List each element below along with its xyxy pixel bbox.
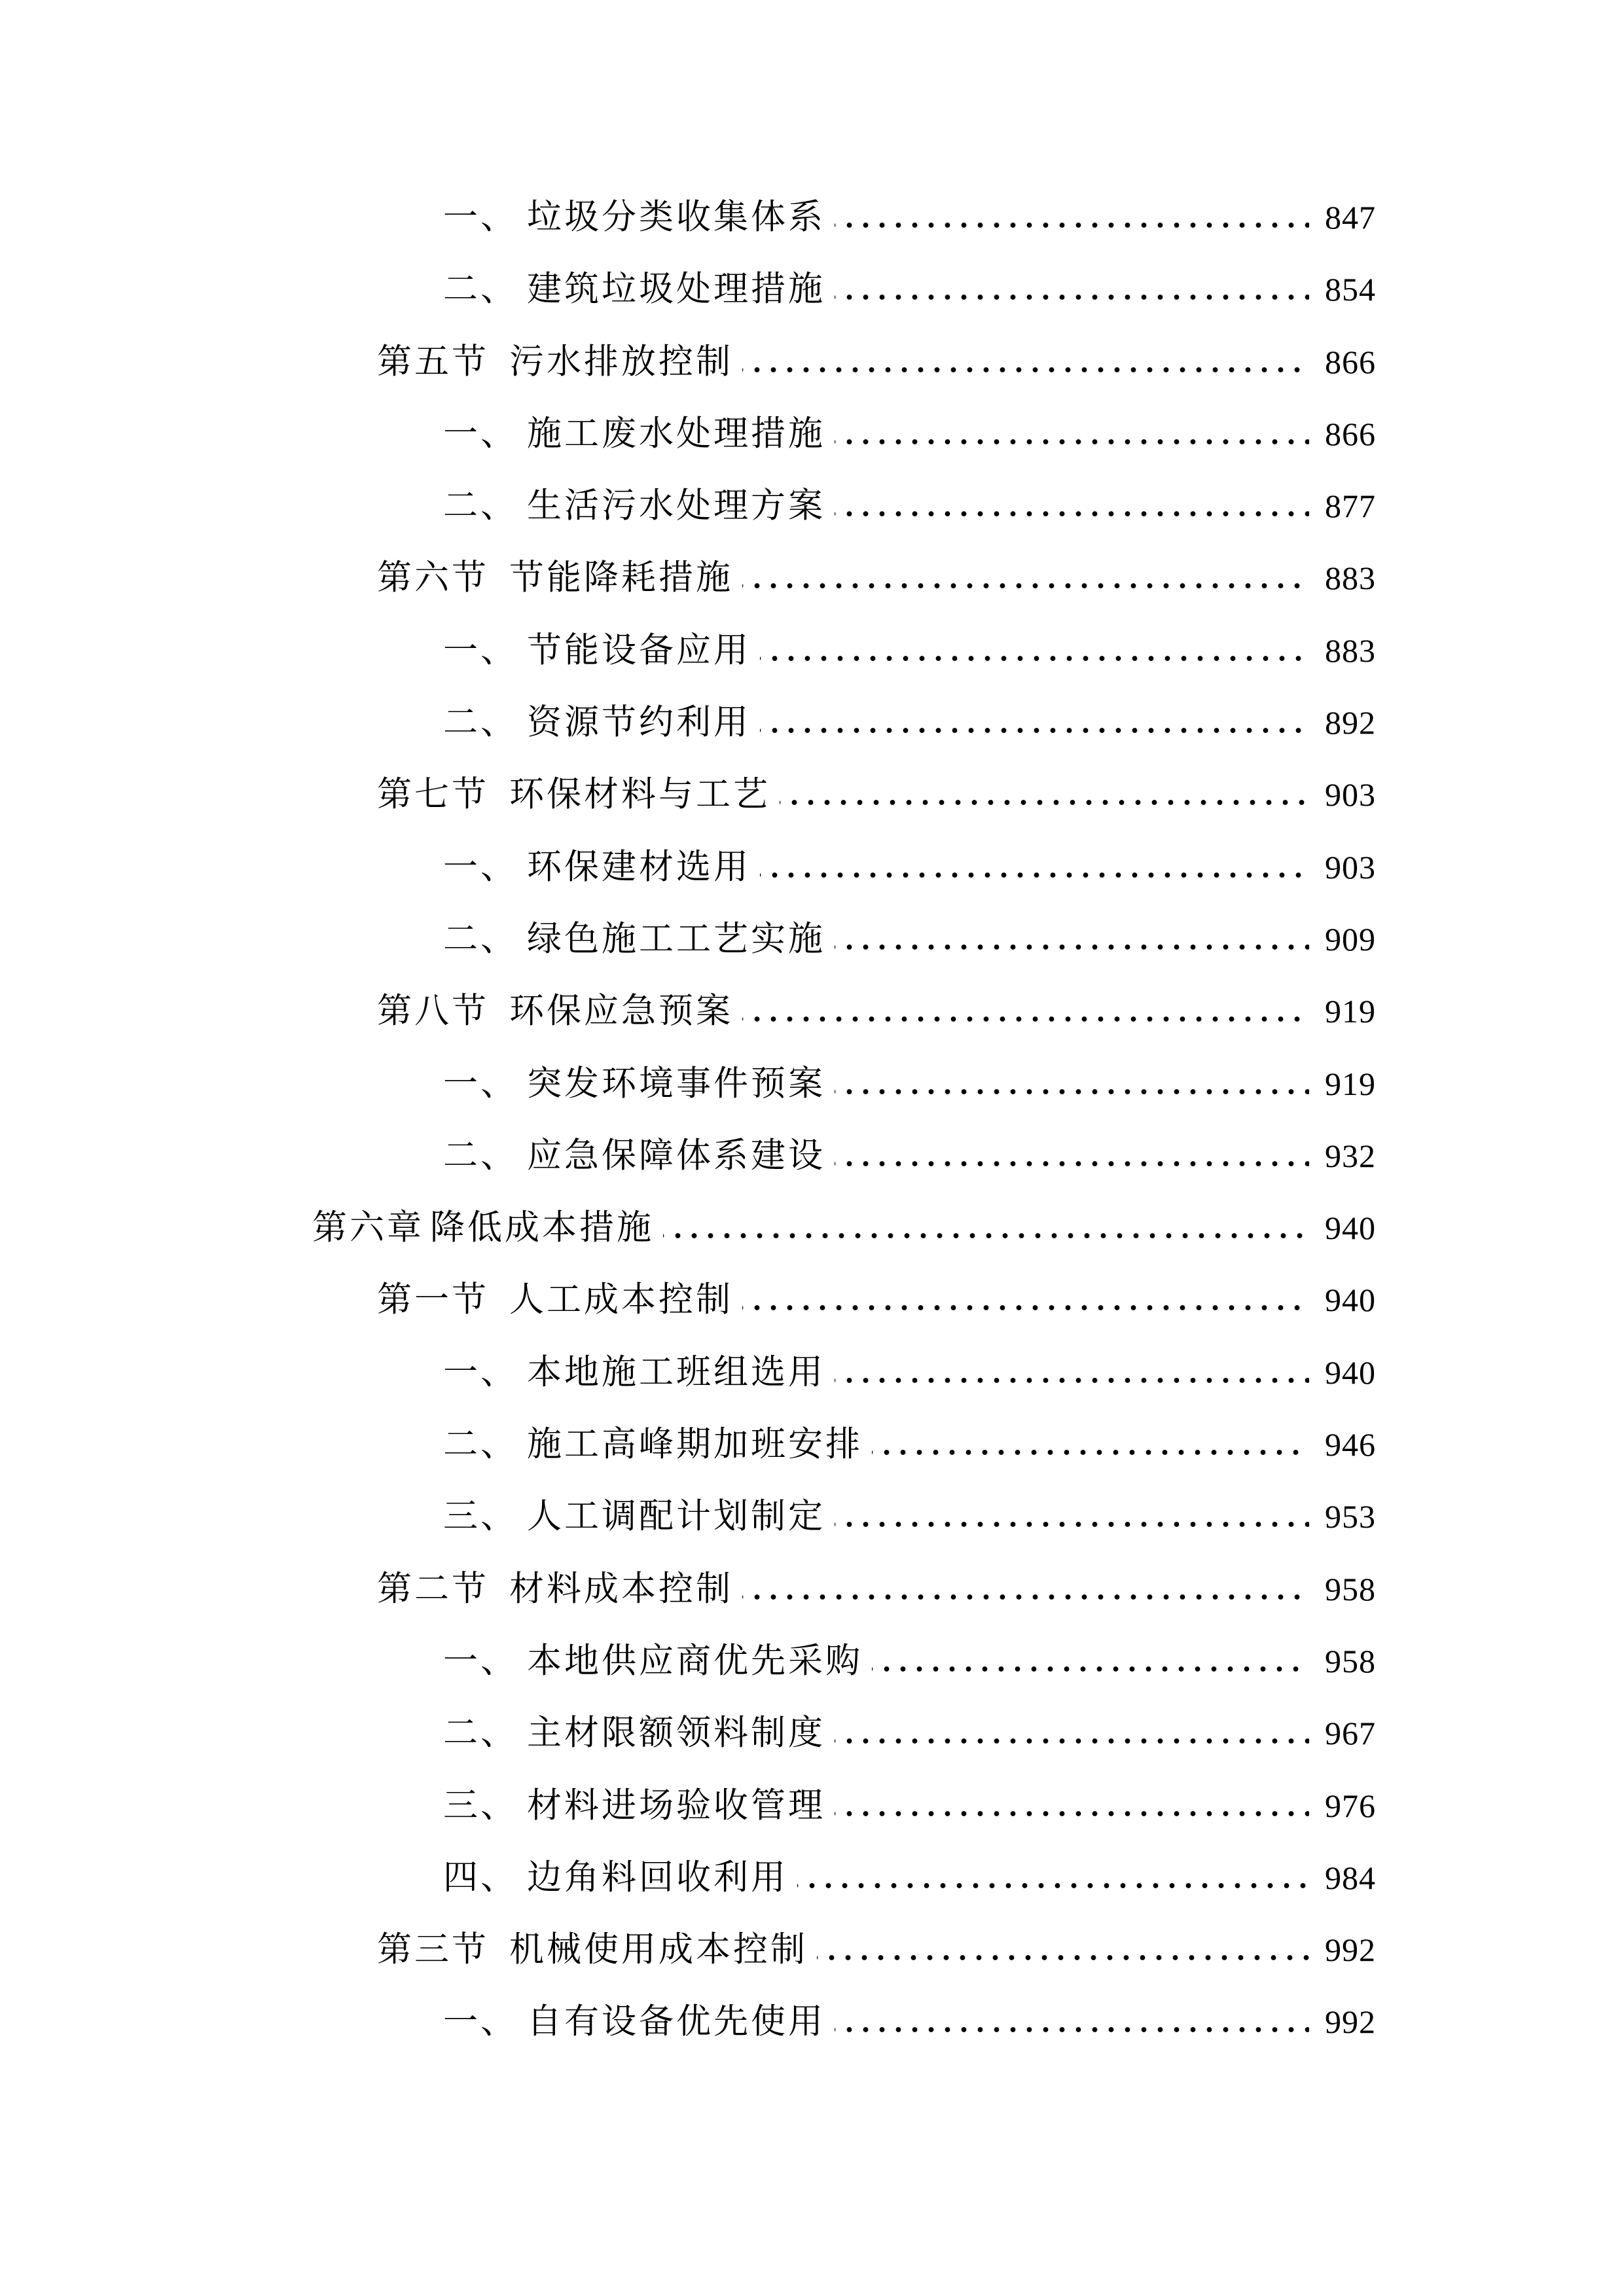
- entry-marker: 二、: [443, 487, 518, 526]
- toc-entry: [0, 1408, 1624, 1480]
- entry-page: 919: [1325, 993, 1376, 1030]
- dot-leader: [742, 542, 1309, 614]
- entry-page: 903: [1325, 848, 1376, 886]
- entry-page: 940: [1325, 1210, 1376, 1247]
- toc-entry: [0, 181, 1624, 253]
- dot-leader: [835, 1480, 1309, 1552]
- toc-entry: [0, 1986, 1624, 2058]
- toc-entry: [0, 326, 1624, 398]
- entry-marker: 第六节: [377, 559, 489, 598]
- dot-leader: [835, 903, 1309, 975]
- toc-entry: [0, 542, 1624, 614]
- toc-entry: [0, 1192, 1624, 1264]
- entry-marker: 三、: [443, 1786, 518, 1825]
- entry-marker: 四、: [443, 1858, 518, 1897]
- entry-marker: 一、: [443, 414, 518, 453]
- entry-marker: 二、: [443, 704, 518, 742]
- dot-leader: [742, 326, 1309, 398]
- toc-entry: [0, 903, 1624, 975]
- toc-entry: [0, 1336, 1624, 1408]
- entry-page: 919: [1325, 1065, 1376, 1102]
- entry-marker: 第六章: [312, 1209, 424, 1247]
- dot-leader: [663, 1192, 1309, 1264]
- toc-entry: [0, 1553, 1624, 1625]
- entry-title: 施工高峰期加班安排: [527, 1426, 863, 1464]
- entry-marker: 一、: [443, 848, 518, 886]
- entry-title: 应急保障体系建设: [527, 1136, 825, 1175]
- dot-leader: [835, 1697, 1309, 1769]
- entry-title: 人工调配计划制定: [527, 1498, 825, 1536]
- toc-entry: [0, 1842, 1624, 1914]
- entry-title: 施工废水处理措施: [527, 414, 825, 453]
- entry-title: 污水排放控制: [509, 342, 733, 381]
- toc-entry: [0, 1480, 1624, 1552]
- toc-entry: [0, 687, 1624, 759]
- entry-page: 992: [1325, 1931, 1376, 1969]
- toc-entry: [0, 253, 1624, 325]
- entry-page: 909: [1325, 920, 1376, 958]
- entry-title: 绿色施工工艺实施: [527, 920, 825, 958]
- toc-entry: [0, 759, 1624, 831]
- dot-leader: [835, 1770, 1309, 1842]
- entry-title: 环保建材选用: [527, 848, 751, 886]
- entry-marker: 第八节: [377, 992, 489, 1031]
- entry-marker: 二、: [443, 920, 518, 958]
- entry-title: 主材限额领料制度: [527, 1714, 825, 1753]
- entry-marker: 第一节: [377, 1281, 489, 1319]
- toc-entry: [0, 615, 1624, 687]
- entry-title: 垃圾分类收集体系: [527, 198, 825, 236]
- entry-marker: 一、: [443, 631, 518, 670]
- entry-page: 932: [1325, 1137, 1376, 1174]
- entry-marker: 二、: [443, 1426, 518, 1464]
- entry-page: 883: [1325, 632, 1376, 669]
- dot-leader: [835, 181, 1309, 253]
- entry-title: 人工成本控制: [509, 1281, 733, 1319]
- entry-title: 降低成本措施: [430, 1209, 654, 1247]
- dot-leader: [760, 687, 1309, 759]
- entry-page: 984: [1325, 1859, 1376, 1896]
- dot-leader: [835, 1986, 1309, 2058]
- dot-leader: [797, 1842, 1309, 1914]
- dot-leader: [742, 1553, 1309, 1625]
- entry-page: 883: [1325, 560, 1376, 597]
- entry-page: 847: [1325, 199, 1376, 236]
- toc-entry: [0, 831, 1624, 903]
- entry-title: 边角料回收利用: [527, 1858, 788, 1897]
- dot-leader: [742, 975, 1309, 1047]
- entry-title: 环保应急预案: [509, 992, 733, 1031]
- toc-entry: [0, 1625, 1624, 1697]
- toc-entry: [0, 975, 1624, 1047]
- toc-entry: [0, 1914, 1624, 1986]
- entry-page: 958: [1325, 1570, 1376, 1607]
- entry-title: 自有设备优先使用: [527, 2003, 825, 2041]
- toc-entry: [0, 1697, 1624, 1769]
- entry-page: 877: [1325, 488, 1376, 525]
- entry-title: 材料成本控制: [509, 1570, 733, 1608]
- entry-title: 突发环境事件预案: [527, 1064, 825, 1103]
- entry-marker: 三、: [443, 1498, 518, 1536]
- entry-marker: 一、: [443, 1641, 518, 1680]
- entry-marker: 二、: [443, 1136, 518, 1175]
- dot-leader: [835, 470, 1309, 542]
- entry-page: 940: [1325, 1354, 1376, 1391]
- entry-page: 953: [1325, 1498, 1376, 1535]
- entry-marker: 第七节: [377, 776, 489, 814]
- dot-leader: [742, 1264, 1309, 1336]
- entry-title: 生活污水处理方案: [527, 487, 825, 526]
- entry-title: 机械使用成本控制: [509, 1931, 808, 1969]
- entry-marker: 第五节: [377, 342, 489, 381]
- toc-entry: [0, 398, 1624, 470]
- toc-entry: [0, 1264, 1624, 1336]
- entry-page: 967: [1325, 1715, 1376, 1752]
- entry-title: 本地施工班组选用: [527, 1353, 825, 1391]
- toc-entry: [0, 1770, 1624, 1842]
- entry-title: 材料进场验收管理: [527, 1786, 825, 1825]
- dot-leader: [872, 1625, 1309, 1697]
- entry-marker: 二、: [443, 1714, 518, 1753]
- entry-marker: 第二节: [377, 1570, 489, 1608]
- dot-leader: [835, 398, 1309, 470]
- toc-entry: [0, 1120, 1624, 1192]
- toc-entry: [0, 1048, 1624, 1120]
- dot-leader: [835, 1120, 1309, 1192]
- entry-marker: 第三节: [377, 1931, 489, 1969]
- entry-marker: 一、: [443, 1353, 518, 1391]
- dot-leader: [835, 253, 1309, 325]
- entry-title: 节能降耗措施: [509, 559, 733, 598]
- dot-leader: [872, 1408, 1309, 1480]
- entry-title: 本地供应商优先采购: [527, 1641, 863, 1680]
- dot-leader: [760, 831, 1309, 903]
- entry-page: 903: [1325, 776, 1376, 814]
- entry-title: 建筑垃圾处理措施: [527, 270, 825, 309]
- entry-title: 环保材料与工艺: [509, 776, 770, 814]
- dot-leader: [835, 1048, 1309, 1120]
- entry-marker: 一、: [443, 1064, 518, 1103]
- entry-marker: 二、: [443, 270, 518, 309]
- dot-leader: [780, 759, 1309, 831]
- entry-page: 940: [1325, 1282, 1376, 1319]
- dot-leader: [835, 1336, 1309, 1408]
- entry-page: 992: [1325, 2003, 1376, 2041]
- entry-page: 946: [1325, 1426, 1376, 1463]
- entry-title: 节能设备应用: [527, 631, 751, 670]
- entry-page: 976: [1325, 1787, 1376, 1824]
- dot-leader: [760, 615, 1309, 687]
- toc-entry: [0, 470, 1624, 542]
- entry-page: 892: [1325, 704, 1376, 742]
- entry-marker: 一、: [443, 2003, 518, 2041]
- entry-page: 958: [1325, 1642, 1376, 1679]
- entry-title: 资源节约利用: [527, 704, 751, 742]
- entry-page: 866: [1325, 343, 1376, 380]
- dot-leader: [817, 1914, 1309, 1986]
- entry-marker: 一、: [443, 198, 518, 236]
- entry-page: 854: [1325, 271, 1376, 308]
- entry-page: 866: [1325, 415, 1376, 452]
